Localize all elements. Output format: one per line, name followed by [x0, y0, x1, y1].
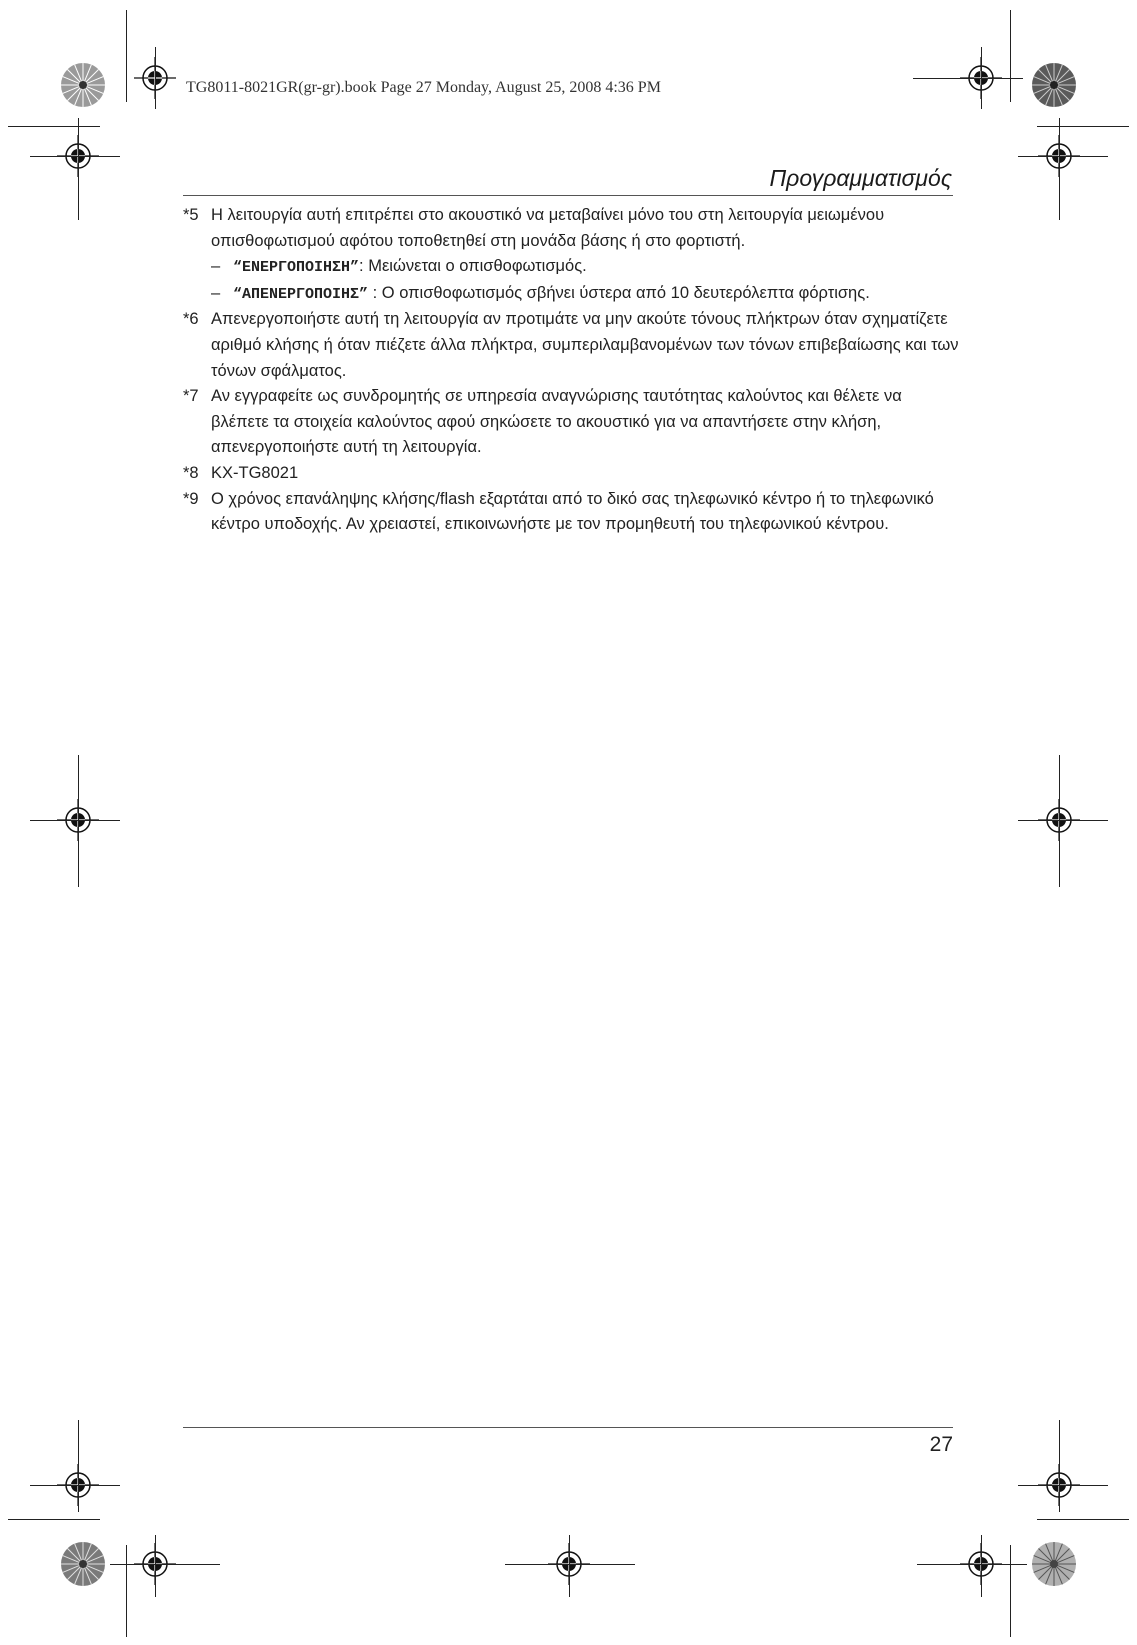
registration-arm — [155, 1535, 156, 1597]
footnote-text: Η λειτουργία αυτή επιτρέπει στο ακουστικό να μεταβαίνει μόνο του στη λειτουργία μειωμένου οπισθοφωτισμού αφότου τοποθετηθεί στη μονάδα βάσης ή στο φορτιστή. — [211, 206, 885, 250]
registration-arm — [1059, 1420, 1060, 1512]
footnote-8 — [183, 461, 963, 487]
print-slug-header: TG8011-8021GR(gr-gr).book Page 27 Monday, August 25, 2008 4:36 PM — [186, 79, 661, 96]
footnote-text: KX-TG8021 — [211, 463, 299, 482]
dash-glyph: – — [211, 283, 221, 302]
starburst-target-icon — [60, 62, 106, 108]
footnote-text: Αν εγγραφείτε ως συνδρομητής σε υπηρεσία αναγνώρισης ταυτότητας καλούντος και θέλετε να βλέπετε τα στοιχεία καλούντος αφού σηκώσετε το ακουστικό για να απαντήσετε στην κλήση, απενεργοποιήστε αυτή τη λειτουργία. — [211, 387, 902, 457]
registration-arm — [110, 1564, 220, 1565]
registration-arm — [569, 1535, 570, 1597]
footnotes — [183, 203, 963, 538]
footnote-number: *7 — [183, 387, 199, 406]
registration-arm — [917, 1564, 1027, 1565]
crop-line — [8, 1519, 100, 1520]
crop-line — [1010, 1545, 1011, 1637]
page-number: 27 — [929, 1433, 953, 1456]
registration-arm — [913, 78, 1023, 79]
title-rule — [183, 195, 953, 196]
crop-line — [1037, 126, 1129, 127]
crop-line — [8, 126, 100, 127]
section-title: Προγραμματισμός — [769, 165, 952, 191]
crop-line — [126, 1545, 127, 1637]
option-label: “ΕΝΕΡΓΟΠΟΙΗΣΗ” — [233, 259, 360, 277]
footnote-6 — [183, 307, 963, 384]
registration-arm — [1018, 820, 1108, 821]
registration-arm — [1059, 755, 1060, 887]
crop-line — [1037, 1519, 1129, 1520]
footnote-number: *8 — [183, 463, 199, 482]
registration-arm — [30, 1485, 120, 1486]
crop-line — [126, 10, 127, 102]
footnote-number: *6 — [183, 310, 199, 329]
registration-arm — [505, 1564, 635, 1565]
option-off — [183, 281, 963, 308]
option-text: : Μειώνεται ο οπισθοφωτισμός. — [359, 257, 587, 276]
option-text: : Ο οπισθοφωτισμός σβήνει ύστερα από 10 δευτερόλεπτα φόρτισης. — [368, 283, 870, 302]
registration-arm — [1018, 1485, 1108, 1486]
footnote-5 — [183, 203, 963, 254]
starburst-target-icon — [1031, 62, 1077, 108]
starburst-target-icon — [60, 1541, 106, 1587]
registration-arm — [1018, 156, 1108, 157]
registration-arm — [78, 755, 79, 887]
footnote-9 — [183, 487, 963, 538]
footnote-text: Ο χρόνος επανάληψης κλήσης/flash εξαρτάται από το δικό σας τηλεφωνικό κέντρο ή το τηλεφωνικό κέντρο υποδοχής. Αν χρειαστεί, επικοινωνήστε με τον προμηθευτή του τηλεφωνικού κέντρου. — [211, 489, 934, 534]
registration-arm — [30, 820, 120, 821]
crop-line — [1010, 10, 1011, 102]
starburst-target-icon — [1031, 1541, 1077, 1587]
footnote-number: *5 — [183, 206, 199, 224]
option-on — [183, 254, 963, 281]
dash-glyph: – — [211, 257, 221, 276]
registration-arm — [1059, 118, 1060, 220]
registration-arm — [30, 156, 120, 157]
registration-arm — [78, 118, 79, 220]
footnote-number: *9 — [183, 489, 199, 508]
footnote-7 — [183, 384, 963, 461]
registration-arm — [981, 1535, 982, 1597]
registration-arm — [155, 47, 156, 109]
registration-arm — [78, 1420, 79, 1512]
option-label: “ΑΠΕΝΕΡΓΟΠΟΙΗΣ” — [233, 285, 369, 303]
footnote-text: Απενεργοποιήστε αυτή τη λειτουργία αν προτιμάτε να μην ακούτε τόνους πλήκτρων όταν σχηματίζετε αριθμό κλήσης ή όταν πιέζετε άλλα πλήκτρα, συμπεριλαμβανομένων των τόνων επιβεβαίωσης και των τόνων σφάλματος. — [211, 310, 959, 380]
footer-rule — [183, 1427, 953, 1428]
